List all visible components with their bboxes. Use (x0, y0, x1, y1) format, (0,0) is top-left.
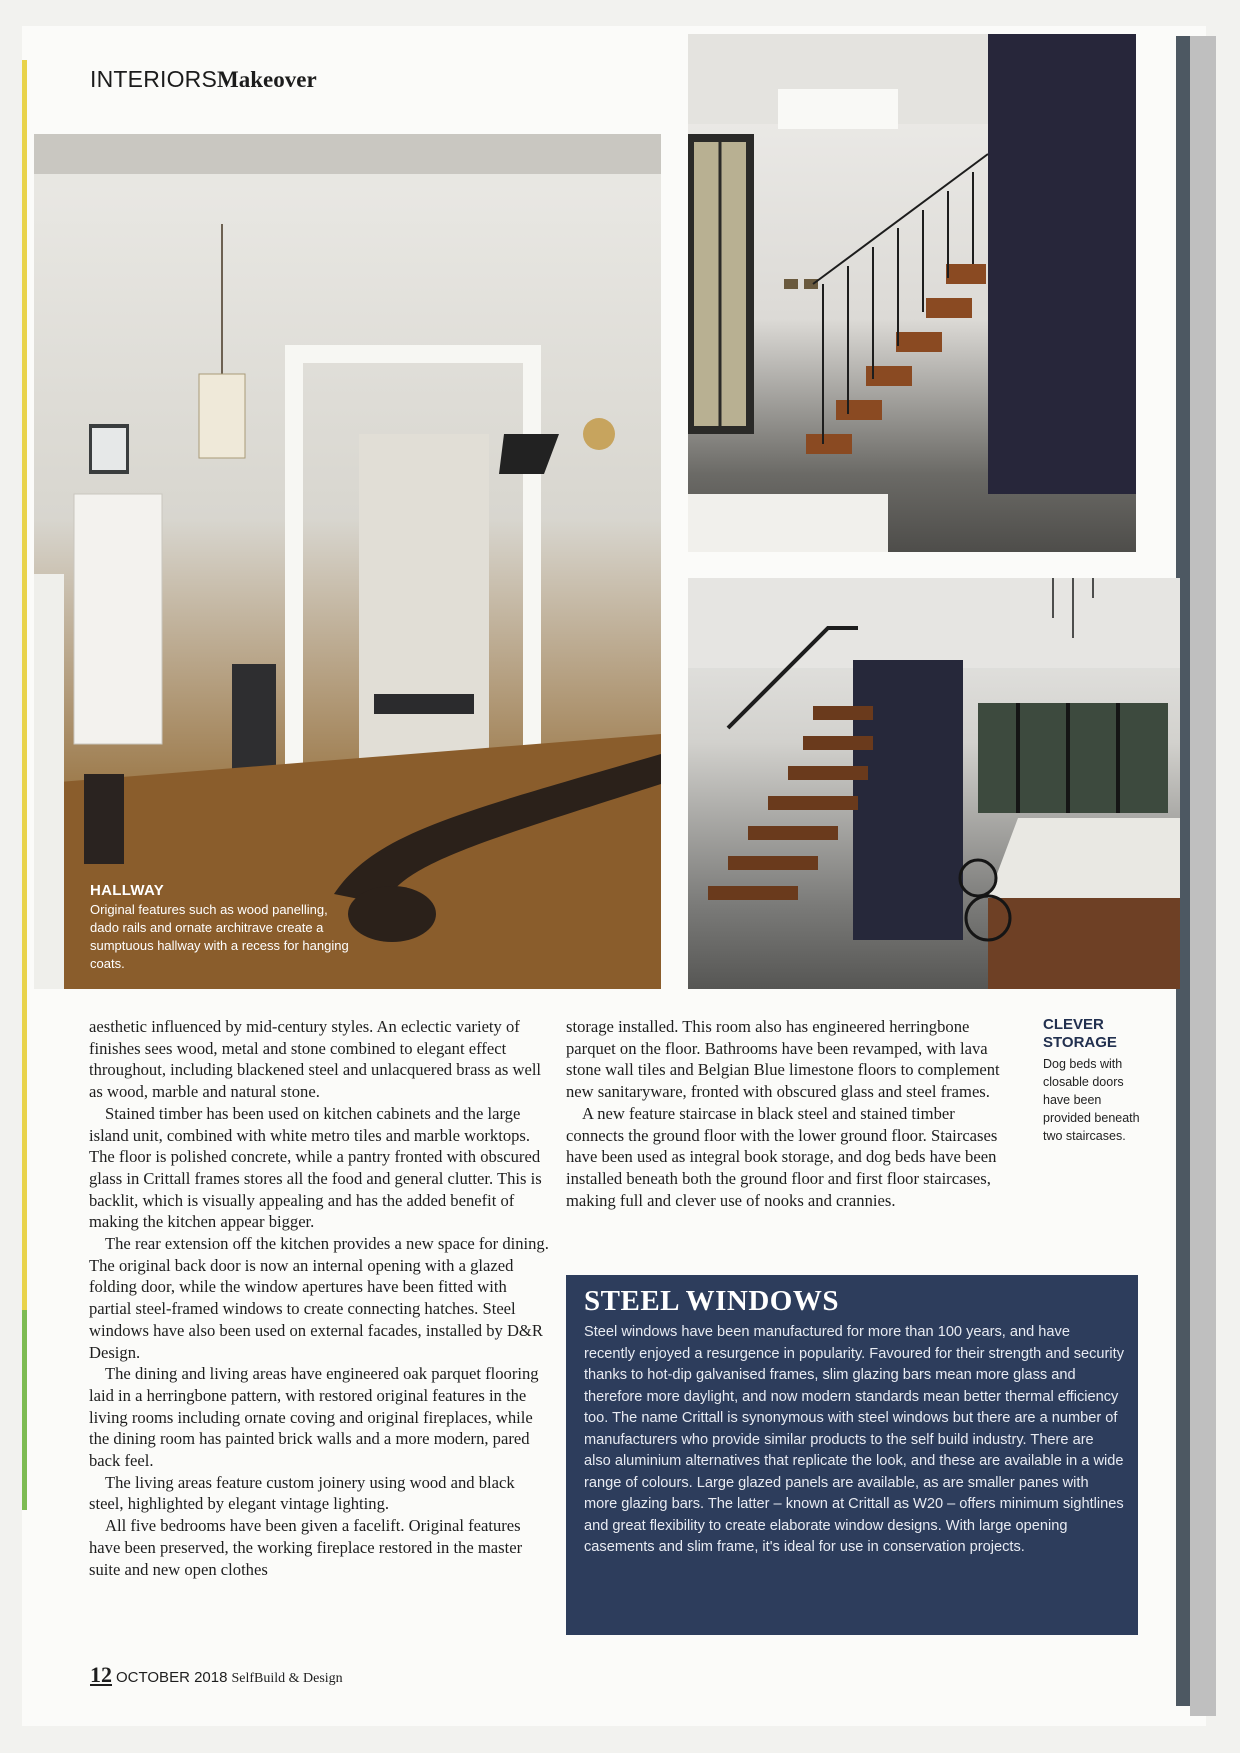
paragraph: Stained timber has been used on kitchen cabinets and the large island unit, combined with white metro tiles and marble worktops. The floor is polished concrete, while a pantry fronted with obscured glass in Crittall frames stores all the food and general clutter. This is backlit, which is visually appealing and has the added benefit of making the kitchen appear bigger. (89, 1103, 542, 1232)
page-number: 12 (90, 1662, 112, 1687)
box-text: Steel windows have been manufactured for more than 100 years, and have recently enjoyed a resurgence in popularity. Favoured for their strength and security thanks to hot-dip galvanised frames, slim glazing bars mean more glass and therefore more daylight, and now modern standards mean better thermal efficiency too. The name Crittall is synonymous with steel windows but there are a number of manufacturers who provide similar products to the self build industry. There are also aluminium alternatives that replicate the look, and these are available in a wide range of colours. Large glazed panels are available, as are smaller panes with more glazing bars. The latter – known at Crittall as W20 – offers minimum sightlines and great flexibility to create elaborate window designs. With large opening casements and slim frame, it's ideal for use in conservation projects. (584, 1324, 1124, 1555)
page-edge-green (22, 1310, 27, 1510)
hallway-illustration (34, 134, 661, 989)
page-footer (90, 1662, 343, 1688)
paragraph: A new feature staircase in black steel and stained timber connects the ground floor with the lower ground floor. Staircases have been used as integral book storage, and dog beds have been installed beneath both the ground floor and first floor staircases, making full and clever use of nooks and crannies. (566, 1103, 998, 1210)
sidebar-title: CLEVER STORAGE (1043, 1016, 1117, 1051)
kitchen-staircase-photo (688, 578, 1180, 989)
box-title: STEEL WINDOWS (584, 1285, 839, 1317)
steel-windows-box (566, 1275, 1138, 1635)
paragraph: All five bedrooms have been given a facelift. Original features have been preserved, the working fireplace restored in the master suite and new open clothes (89, 1516, 523, 1579)
paragraph: storage installed. This room also has engineered herringbone parquet on the floor. Bathrooms have been revamped, with lava stone wall tiles and Belgian Blue limestone floors to complement new sanitaryware, fronted with obscured glass and steel frames. (566, 1017, 1000, 1102)
section-label: INTERIORS (90, 66, 218, 92)
hallway-caption (90, 882, 360, 973)
staircase-illustration (688, 34, 1136, 552)
page-edge-yellow (22, 60, 27, 1310)
section-header (90, 66, 317, 93)
magazine-name: SelfBuild & Design (231, 1671, 343, 1686)
issue-date: OCTOBER 2018 (116, 1669, 228, 1686)
paragraph: The living areas feature custom joinery using wood and black steel, highlighted by elegant vintage lighting. (89, 1472, 515, 1514)
paragraph: aesthetic influenced by mid-century styles. An eclectic variety of finishes sees wood, metal and stone combined to elegant effect throughout, including blackened steel and unlacquered brass as well as wood, marble and natural stone. (89, 1017, 542, 1102)
paragraph: The rear extension off the kitchen provides a new space for dining. The original back door is now an internal opening with a glazed folding door, while the window apertures have been fitted with partial steel-framed windows to create connecting hatches. Steel windows have also been used on external facades, installed by D&R Design. (89, 1234, 549, 1362)
staircase-photo (688, 34, 1136, 552)
hallway-photo (34, 134, 661, 989)
article-column-2 (566, 1016, 1002, 1211)
caption-text: Original features such as wood panelling, dado rails and ornate architrave create a sumptuous hallway with a recess for hanging coats. (90, 902, 349, 971)
sidebar-text: Dog beds with closable doors have been provided beneath two staircases. (1043, 1057, 1140, 1143)
paragraph: The dining and living areas have engineered oak parquet flooring laid in a herringbone pattern, with restored original features in the living rooms including ornate coving and original fireplaces, while the dining room has painted brick walls and a more modern, pared back feel. (89, 1364, 539, 1471)
article-column-1 (89, 1016, 551, 1580)
page-edge-gray (1190, 36, 1216, 1716)
caption-title: HALLWAY (90, 882, 165, 899)
kitchen-illustration (688, 578, 1180, 989)
clever-storage-sidebar (1043, 1016, 1143, 1145)
section-title: Makeover (217, 67, 317, 92)
